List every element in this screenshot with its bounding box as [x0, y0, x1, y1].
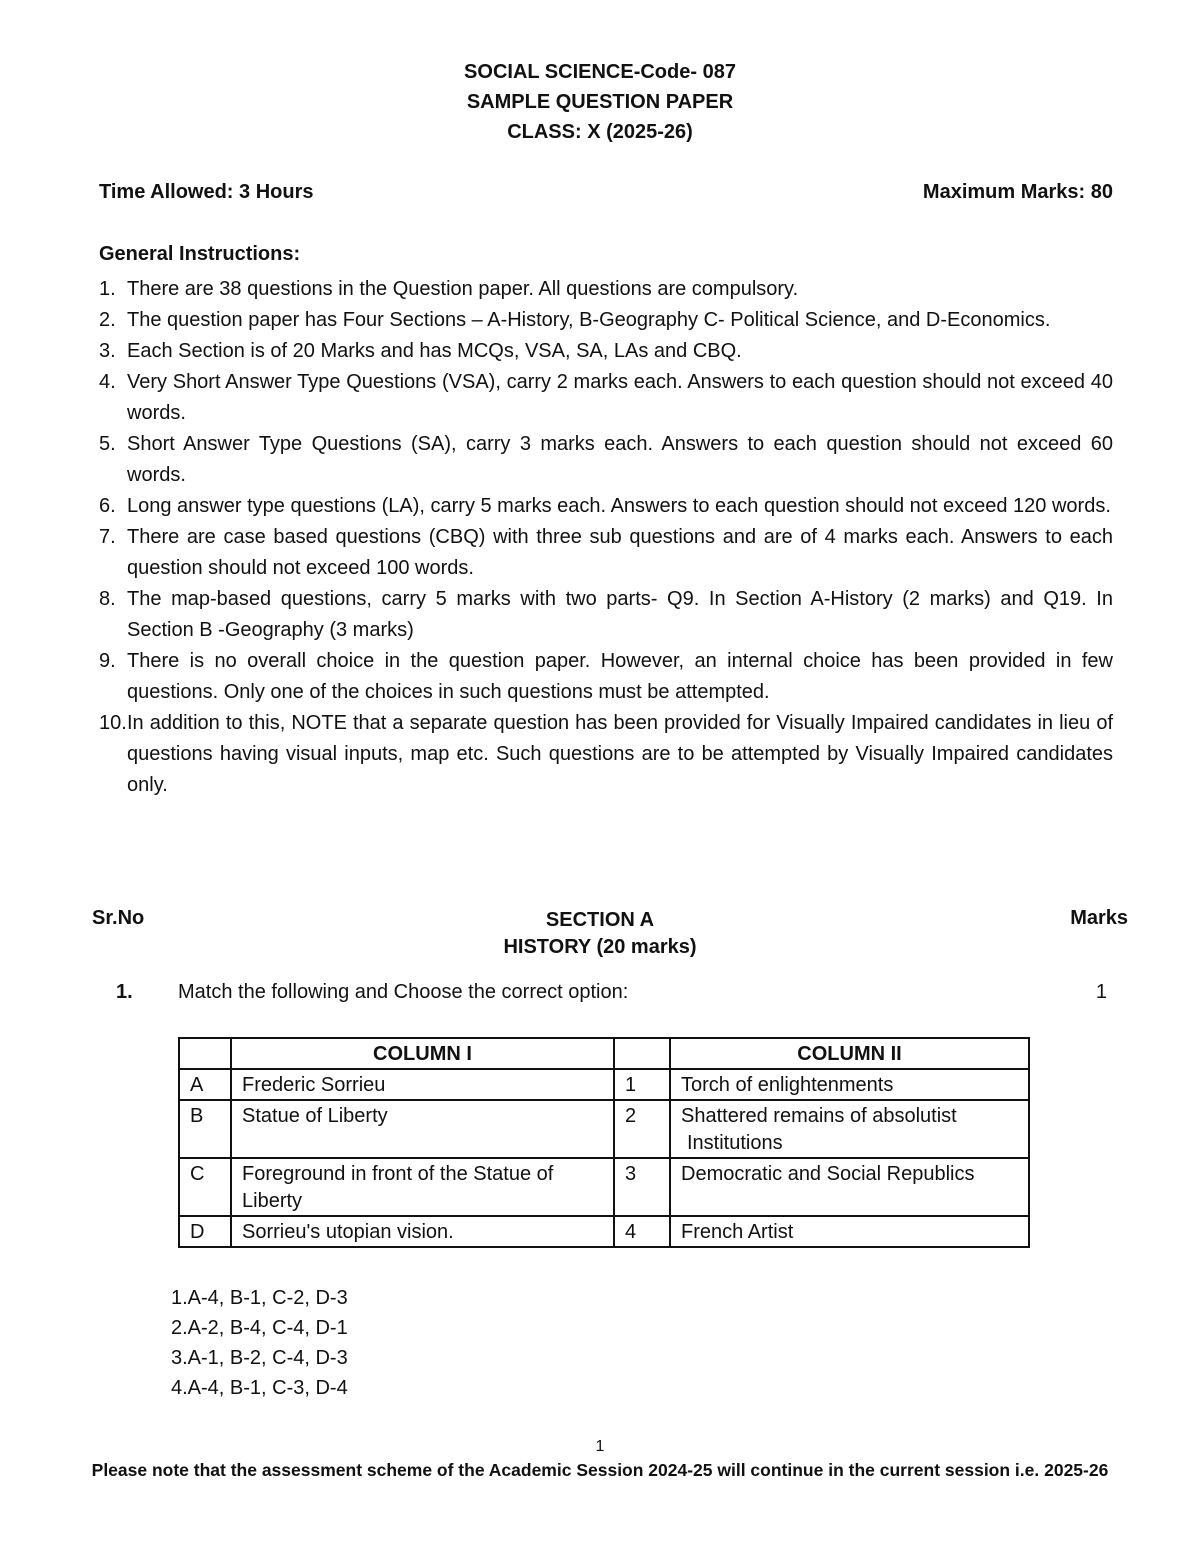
- paper-header: [0, 57, 1200, 147]
- maximum-marks: Maximum Marks: 80: [922, 181, 1113, 203]
- question-number: 1.: [116, 981, 133, 1003]
- paper-type: SAMPLE QUESTION PAPER: [466, 91, 734, 113]
- instruction-item: 9. There is no overall choice in the question paper. However, an internal choice has been provided in few questions. Only one of the choices in such questions must be attempted.: [99, 650, 1113, 703]
- section-subtitle: HISTORY (20 marks): [503, 936, 697, 958]
- instruction-item: 4. Very Short Answer Type Questions (VSA), carry 2 marks each. Answers to each question should not exceed 40 words.: [99, 371, 1113, 424]
- column-1-cell: Foreground in front of the Statue of Liberty: [231, 1158, 614, 1216]
- section-title: SECTION A: [545, 909, 655, 931]
- general-instructions-list: [99, 274, 1113, 801]
- table-header-row: [179, 1038, 1029, 1069]
- instruction-item: 7. There are case based questions (CBQ) with three sub questions and are of 4 marks each. Answers to each question should not exceed 100 words.: [99, 526, 1113, 579]
- table-header-cell: [614, 1038, 670, 1069]
- row-letter: D: [179, 1216, 231, 1247]
- column-2-header: COLUMN II: [670, 1038, 1029, 1069]
- table-row: [179, 1158, 1029, 1216]
- page-number: 1: [595, 1438, 605, 1455]
- section-heading: [0, 907, 1200, 961]
- instruction-item: 5. Short Answer Type Questions (SA), carry 3 marks each. Answers to each question should not exceed 60 words.: [99, 433, 1113, 486]
- instruction-item: 1. There are 38 questions in the Question paper. All questions are compulsory.: [99, 278, 799, 300]
- question-marks: 1: [1095, 981, 1107, 1003]
- column-1-cell: Frederic Sorrieu: [231, 1069, 614, 1100]
- row-letter: C: [179, 1158, 231, 1216]
- column-1-cell: Statue of Liberty: [231, 1100, 614, 1158]
- answer-options: [171, 1283, 348, 1403]
- footer-note: Please note that the assessment scheme of the Academic Session 2024-25 will continue in the current session i.e. 2025-26: [91, 1460, 1109, 1480]
- row-number: 4: [614, 1216, 670, 1247]
- match-table: [178, 1037, 1030, 1248]
- answer-option: 3.A-1, B-2, C-4, D-3: [171, 1347, 348, 1369]
- column-1-header: COLUMN I: [231, 1038, 614, 1069]
- question-text: Match the following and Choose the correct option:: [178, 981, 629, 1003]
- row-letter: B: [179, 1100, 231, 1158]
- paper-class: CLASS: X (2025-26): [507, 121, 693, 143]
- row-letter: A: [179, 1069, 231, 1100]
- paper-subject-code: SOCIAL SCIENCE-Code- 087: [464, 61, 736, 83]
- table-row: [179, 1069, 1029, 1100]
- answer-option: 4.A-4, B-1, C-3, D-4: [171, 1377, 348, 1399]
- instruction-item: 8. The map-based questions, carry 5 marks with two parts- Q9. In Section A-History (2 marks) and Q19. In Section B -Geography (3 marks): [99, 588, 1113, 641]
- column-2-cell: French Artist: [670, 1216, 1029, 1247]
- instruction-item: 3. Each Section is of 20 Marks and has MCQs, VSA, SA, LAs and CBQ.: [99, 340, 742, 362]
- column-2-cell: Democratic and Social Republics: [670, 1158, 1029, 1216]
- marks-column-label: Marks: [1070, 907, 1128, 929]
- table-header-cell: [179, 1038, 231, 1069]
- table-row: [179, 1216, 1029, 1247]
- row-number: 1: [614, 1069, 670, 1100]
- time-allowed: Time Allowed: 3 Hours: [99, 181, 314, 203]
- row-number: 2: [614, 1100, 670, 1158]
- answer-option: 1.A-4, B-1, C-2, D-3: [171, 1287, 348, 1309]
- column-2-cell: Torch of enlightenments: [670, 1069, 1029, 1100]
- column-1-cell: Sorrieu's utopian vision.: [231, 1216, 614, 1247]
- instruction-item: 6. Long answer type questions (LA), carry 5 marks each. Answers to each question should not exceed 120 words.: [99, 495, 1111, 517]
- column-2-cell: Shattered remains of absolutist Institutions: [670, 1100, 1029, 1158]
- table-row: [179, 1100, 1029, 1158]
- instruction-item: 2. The question paper has Four Sections – A-History, B-Geography C- Political Science, and D-Economics.: [99, 309, 1051, 331]
- instruction-item: 10. In addition to this, NOTE that a separate question has been provided for Visually Impaired candidates in lieu of questions having visual inputs, map etc. Such questions are to be attempted by Visually Impaired candidates only.: [99, 712, 1113, 796]
- general-instructions-title: General Instructions:: [99, 243, 301, 265]
- answer-option: 2.A-2, B-4, C-4, D-1: [171, 1317, 348, 1339]
- srno-column-label: Sr.No: [92, 907, 145, 929]
- row-number: 3: [614, 1158, 670, 1216]
